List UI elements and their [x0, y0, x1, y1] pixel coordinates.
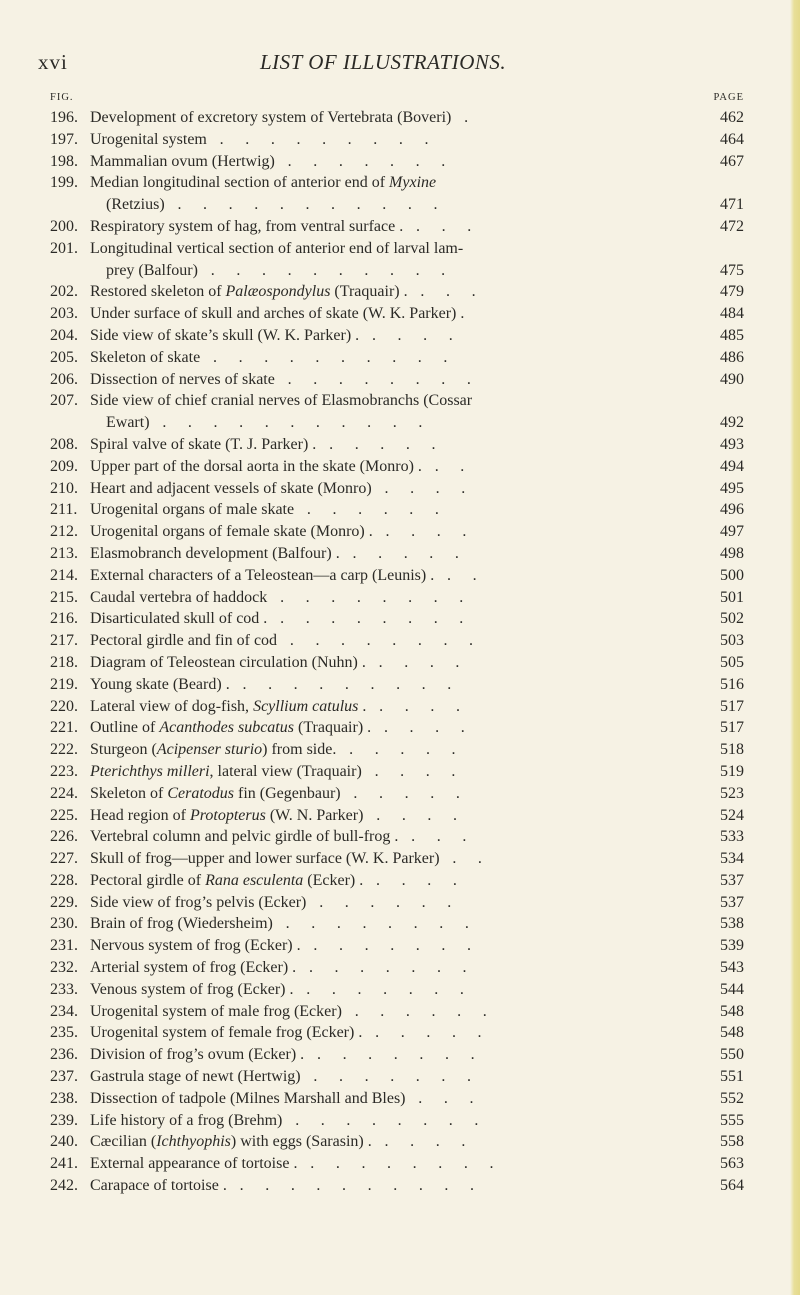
page-ref: 500 — [720, 566, 744, 584]
entry-caption-line: Respiratory system of hag, from ventral surface . . . . — [90, 217, 481, 235]
fig-number: 240. — [50, 1133, 78, 1151]
page-header — [38, 50, 738, 80]
list-item — [50, 499, 744, 521]
list-item — [50, 957, 744, 979]
list-item — [50, 1110, 744, 1132]
list-item — [50, 739, 744, 761]
list-item — [50, 913, 744, 935]
fig-number: 207. — [50, 392, 78, 410]
fig-number: 215. — [50, 588, 78, 606]
fig-number: 241. — [50, 1155, 78, 1173]
entry-caption-line: Outline of Acanthodes subcatus (Traquair) . . . . . — [90, 719, 474, 737]
entry-caption-line: Heart and adjacent vessels of skate (Monro) . . . . — [90, 479, 475, 497]
list-item — [50, 434, 744, 456]
list-item — [50, 107, 744, 129]
entry-caption-line: prey (Balfour) . . . . . . . . . . — [106, 261, 454, 279]
list-item — [50, 696, 744, 718]
page-ref: 495 — [720, 479, 744, 497]
entry-caption-line: Life history of a frog (Brehm) . . . . . . . . — [90, 1111, 488, 1129]
list-item — [50, 129, 744, 151]
fig-number: 197. — [50, 130, 78, 148]
fig-number: 200. — [50, 217, 78, 235]
entry-caption-line: Nervous system of frog (Ecker) . . . . . . . . — [90, 937, 480, 955]
page-ref: 537 — [720, 871, 744, 889]
page-ref: 539 — [720, 937, 744, 955]
page-ref: 484 — [720, 305, 744, 323]
page-ref: 548 — [720, 1024, 744, 1042]
entry-caption-line: Young skate (Beard) . . . . . . . . . . — [90, 675, 461, 693]
fig-number: 213. — [50, 544, 78, 562]
entry-caption-line: Pterichthys milleri, lateral view (Traquair) . . . . — [90, 762, 465, 780]
page-ref: 494 — [720, 457, 744, 475]
fig-number: 196. — [50, 109, 78, 126]
list-item — [50, 303, 744, 325]
entry-caption-line: Dissection of nerves of skate . . . . . . . . — [90, 370, 480, 388]
page-ref: 537 — [720, 893, 744, 911]
list-item — [50, 521, 744, 543]
fig-number: 218. — [50, 653, 78, 671]
page-ref: 517 — [720, 719, 744, 737]
fig-number: 208. — [50, 435, 78, 453]
page-ref: 492 — [720, 414, 744, 432]
list-item — [50, 1066, 744, 1088]
list-item — [50, 1153, 744, 1175]
list-item — [50, 456, 744, 478]
list-item — [50, 761, 744, 783]
fig-number: 221. — [50, 719, 78, 737]
page-ref: 501 — [720, 588, 744, 606]
fig-number: 212. — [50, 523, 78, 541]
list-item — [50, 805, 744, 827]
entry-caption-line: Under surface of skull and arches of skate (W. K. Parker) . — [90, 305, 465, 323]
entry-caption-line: Caudal vertebra of haddock . . . . . . . . — [90, 588, 473, 606]
entry-caption-line: Division of frog’s ovum (Ecker) . . . . . . . . — [90, 1046, 484, 1064]
page-ref: 518 — [720, 741, 744, 759]
fig-number: 216. — [50, 610, 78, 628]
entry-caption-line: Urogenital system of female frog (Ecker) . . . . . . — [90, 1024, 491, 1042]
list-item — [50, 674, 744, 696]
list-item — [50, 238, 744, 282]
fig-number: 223. — [50, 762, 78, 780]
column-headers — [50, 92, 744, 106]
fig-number: 231. — [50, 937, 78, 955]
fig-number: 242. — [50, 1177, 78, 1195]
list-item — [50, 826, 744, 848]
entry-caption-line: Head region of Protopterus (W. N. Parker) . . . . — [90, 806, 466, 824]
page-ref: 462 — [720, 109, 744, 126]
entry-caption-line: Urogenital system of male frog (Ecker) . . . . . . — [90, 1002, 496, 1020]
entry-caption-line: Spiral valve of skate (T. J. Parker) . . . . . . — [90, 435, 445, 453]
list-item — [50, 979, 744, 1001]
fig-number: 202. — [50, 283, 78, 301]
list-item — [50, 935, 744, 957]
entry-caption-line: Brain of frog (Wiedersheim) . . . . . . . . — [90, 915, 478, 933]
fig-number: 201. — [50, 239, 78, 257]
page-ref: 497 — [720, 523, 744, 541]
list-item — [50, 369, 744, 391]
page-ref: 564 — [720, 1177, 744, 1195]
list-item — [50, 870, 744, 892]
page-ref: 479 — [720, 283, 744, 301]
entry-caption-line: Ewart) . . . . . . . . . . . — [106, 414, 432, 432]
page-number: xvi — [38, 50, 68, 74]
entry-caption-line: Venous system of frog (Ecker) . . . . . . . . — [90, 980, 473, 998]
page-ref: 544 — [720, 980, 744, 998]
fig-number: 236. — [50, 1046, 78, 1064]
fig-number: 228. — [50, 871, 78, 889]
entry-caption-line: Elasmobranch development (Balfour) . . . . . . — [90, 544, 468, 562]
list-item — [50, 1044, 744, 1066]
list-item — [50, 151, 744, 173]
fig-number: 232. — [50, 959, 78, 977]
entry-caption-line: Skeleton of skate . . . . . . . . . . — [90, 348, 457, 366]
list-item — [50, 1022, 744, 1044]
page-ref: 467 — [720, 152, 744, 170]
entry-caption-line: External appearance of tortoise . . . . . . . . . — [90, 1155, 503, 1173]
list-item — [50, 281, 744, 303]
list-item — [50, 325, 744, 347]
list-item — [50, 848, 744, 870]
page-ref: 472 — [720, 217, 744, 235]
entry-caption-line: Gastrula stage of newt (Hertwig) . . . . . . . — [90, 1068, 480, 1086]
entry-caption-line: Longitudinal vertical section of anterior end of larval lam- — [90, 239, 464, 257]
page-ref: 524 — [720, 806, 744, 824]
fig-number: 230. — [50, 915, 78, 933]
entry-caption-line: Urogenital system . . . . . . . . . — [90, 130, 438, 148]
page-ref: 517 — [720, 697, 744, 715]
fig-number: 229. — [50, 893, 78, 911]
entry-caption-line: (Retzius) . . . . . . . . . . . — [106, 196, 447, 214]
list-item — [50, 630, 744, 652]
fig-number: 233. — [50, 980, 78, 998]
list-item — [50, 390, 744, 434]
fig-number: 234. — [50, 1002, 78, 1020]
entry-caption-line: Disarticulated skull of cod . . . . . . . . . — [90, 610, 473, 628]
page-ref: 555 — [720, 1111, 744, 1129]
entry-caption-line: Carapace of tortoise . . . . . . . . . . . — [90, 1177, 483, 1195]
page-ref: 490 — [720, 370, 744, 388]
entry-caption-line: Lateral view of dog-fish, Scyllium catulus . . . . . — [90, 697, 469, 715]
page-ref: 502 — [720, 610, 744, 628]
entry-caption-line: Skull of frog—upper and lower surface (W. K. Parker) . . — [90, 850, 491, 868]
page-ref: 471 — [720, 196, 744, 214]
list-item — [50, 652, 744, 674]
fig-number: 239. — [50, 1111, 78, 1129]
entry-caption-line: Pectoral girdle of Rana esculenta (Ecker) . . . . . — [90, 871, 466, 889]
list-item — [50, 1175, 744, 1197]
entry-caption-line: Vertebral column and pelvic girdle of bull-frog . . . . — [90, 828, 476, 846]
list-item — [50, 1131, 744, 1153]
page-ref: 548 — [720, 1002, 744, 1020]
page-ref: 485 — [720, 326, 744, 344]
entry-caption-line: Development of excretory system of Vertebrata (Boveri) . — [90, 109, 477, 126]
page-ref: 563 — [720, 1155, 744, 1173]
page-ref: 503 — [720, 632, 744, 650]
fig-number: 237. — [50, 1068, 78, 1086]
illustration-list — [50, 107, 744, 1197]
entry-caption-line: Cæcilian (Ichthyophis) with eggs (Sarasin) . . . . . — [90, 1133, 475, 1151]
fig-number: 199. — [50, 174, 78, 192]
page-ref: 534 — [720, 850, 744, 868]
fig-number: 220. — [50, 697, 78, 715]
entry-caption-line: Median longitudinal section of anterior end of Myxine — [90, 174, 437, 192]
list-item — [50, 478, 744, 500]
list-item — [50, 543, 744, 565]
page-ref: 519 — [720, 762, 744, 780]
page-ref: 558 — [720, 1133, 744, 1151]
entry-caption-line: External characters of a Teleostean—a carp (Leunis) . . . — [90, 566, 486, 584]
page-ref: 505 — [720, 653, 744, 671]
entry-caption-line: Mammalian ovum (Hertwig) . . . . . . . — [90, 152, 455, 170]
entry-caption-line: Urogenital organs of female skate (Monro) . . . . . — [90, 523, 476, 541]
fig-number: 227. — [50, 850, 78, 868]
page-ref: 496 — [720, 501, 744, 519]
fig-number: 226. — [50, 828, 78, 846]
fig-number: 205. — [50, 348, 78, 366]
fig-number: 219. — [50, 675, 78, 693]
page-column-label: PAGE — [713, 92, 744, 103]
entry-caption-line: Dissection of tadpole (Milnes Marshall and Bles) . . . — [90, 1089, 483, 1107]
entry-caption-line: Side view of chief cranial nerves of Elasmobranchs (Cossar — [90, 392, 473, 410]
fig-number: 224. — [50, 784, 78, 802]
fig-number: 238. — [50, 1089, 78, 1107]
list-item — [50, 892, 744, 914]
entry-caption-line: Restored skeleton of Palæospondylus (Traquair) . . . . — [90, 283, 485, 301]
fig-number: 204. — [50, 326, 78, 344]
entry-caption-line: Urogenital organs of male skate . . . . . . — [90, 501, 448, 519]
fig-number: 217. — [50, 632, 78, 650]
entry-caption-line: Sturgeon (Acipenser sturio) from side. . . . . . — [90, 741, 465, 759]
entry-caption-line: Arterial system of frog (Ecker) . . . . . . . . — [90, 959, 476, 977]
page-title: LIST OF ILLUSTRATIONS. — [260, 50, 507, 74]
entry-caption-line: Upper part of the dorsal aorta in the skate (Monro) . . . — [90, 457, 474, 475]
list-item — [50, 783, 744, 805]
entry-caption-line: Side view of skate’s skull (W. K. Parker) . . . . . — [90, 326, 462, 344]
list-item — [50, 1001, 744, 1023]
fig-number: 222. — [50, 741, 78, 759]
fig-number: 206. — [50, 370, 78, 388]
entry-caption-line: Diagram of Teleostean circulation (Nuhn) . . . . . — [90, 653, 469, 671]
entry-caption-line: Pectoral girdle and fin of cod . . . . . . . . — [90, 632, 482, 650]
list-item — [50, 216, 744, 238]
page-ref: 516 — [720, 675, 744, 693]
list-item — [50, 587, 744, 609]
fig-number: 203. — [50, 305, 78, 323]
entry-caption-line: Side view of frog’s pelvis (Ecker) . . . . . . — [90, 893, 460, 911]
page-ref: 498 — [720, 544, 744, 562]
list-item — [50, 717, 744, 739]
fig-number: 210. — [50, 479, 78, 497]
page-ref: 523 — [720, 784, 744, 802]
fig-column-label: FIG. — [50, 92, 74, 103]
list-item — [50, 1088, 744, 1110]
fig-number: 235. — [50, 1024, 78, 1042]
page-ref: 493 — [720, 435, 744, 453]
fig-number: 198. — [50, 152, 78, 170]
page-ref: 550 — [720, 1046, 744, 1064]
fig-number: 209. — [50, 457, 78, 475]
fig-number: 225. — [50, 806, 78, 824]
page-edge — [790, 0, 800, 1295]
fig-number: 211. — [50, 501, 78, 519]
fig-number: 214. — [50, 566, 78, 584]
list-item — [50, 172, 744, 216]
page-ref: 543 — [720, 959, 744, 977]
list-item — [50, 608, 744, 630]
page-ref: 533 — [720, 828, 744, 846]
page-ref: 486 — [720, 348, 744, 366]
page-ref: 552 — [720, 1089, 744, 1107]
page-ref: 551 — [720, 1068, 744, 1086]
entry-caption-line: Skeleton of Ceratodus fin (Gegenbaur) . . . . . — [90, 784, 469, 802]
list-item — [50, 565, 744, 587]
list-item — [50, 347, 744, 369]
page-ref: 464 — [720, 130, 744, 148]
page-ref: 538 — [720, 915, 744, 933]
page-ref: 475 — [720, 261, 744, 279]
